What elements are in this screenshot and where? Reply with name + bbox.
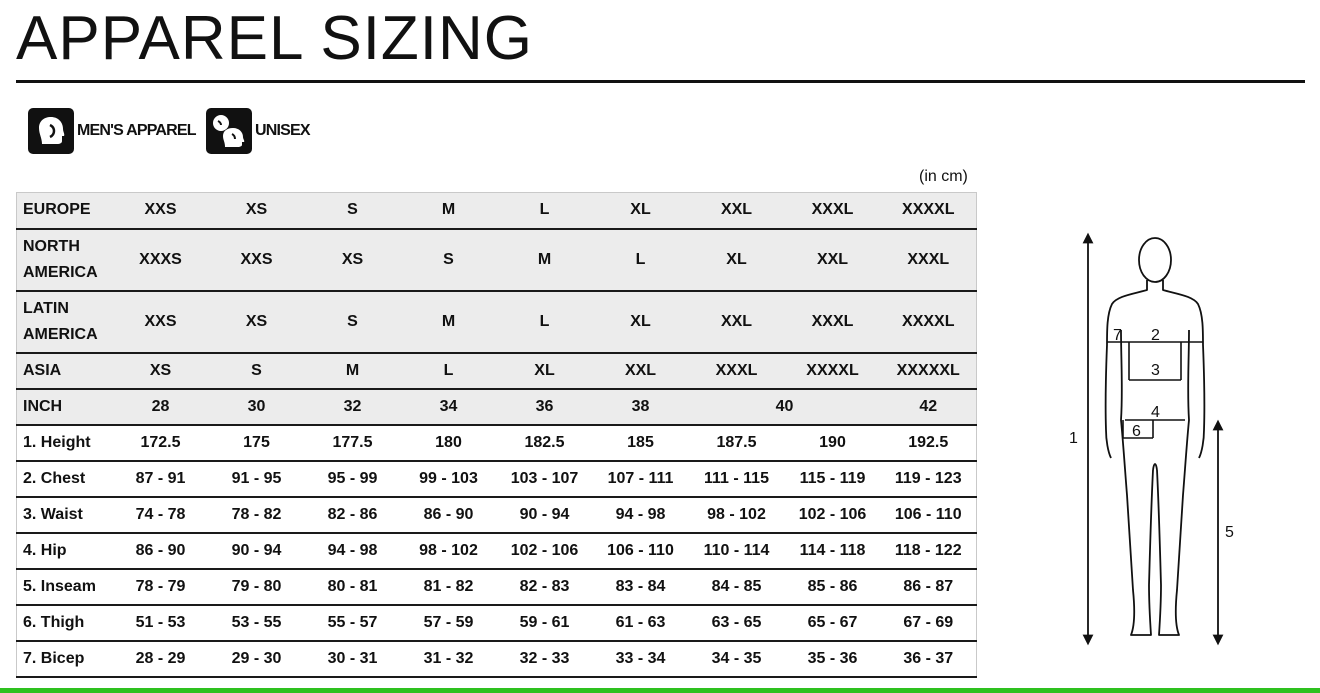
- hip-number: 4: [1151, 404, 1160, 421]
- legend-unisex: [206, 108, 310, 154]
- table-cell: 78 - 79: [113, 569, 209, 605]
- legend-unisex-label: UNISEX: [255, 122, 310, 139]
- table-cell: 31 - 32: [401, 641, 497, 677]
- table-cell: 86 - 87: [881, 569, 977, 605]
- table-row: [17, 533, 977, 569]
- male-head-icon: [28, 108, 74, 154]
- table-cell: M: [401, 193, 497, 229]
- table-cell: 86 - 90: [113, 533, 209, 569]
- table-cell: 90 - 94: [497, 497, 593, 533]
- table-cell: XXXXXL: [881, 353, 977, 389]
- bicep-number: 7: [1113, 327, 1122, 344]
- table-cell: 172.5: [113, 425, 209, 461]
- table-cell: 106 - 110: [593, 533, 689, 569]
- table-cell: 118 - 122: [881, 533, 977, 569]
- table-row: [17, 497, 977, 533]
- table-cell: 192.5: [881, 425, 977, 461]
- table-cell: 32 - 33: [497, 641, 593, 677]
- table-cell: 102 - 106: [785, 497, 881, 533]
- table-cell: 110 - 114: [689, 533, 785, 569]
- row-label: 1. Height: [17, 425, 113, 461]
- table-cell: 55 - 57: [305, 605, 401, 641]
- table-cell: XXL: [689, 291, 785, 353]
- row-label: 2. Chest: [17, 461, 113, 497]
- row-label: 7. Bicep: [17, 641, 113, 677]
- table-cell: 65 - 67: [785, 605, 881, 641]
- bottom-accent-bar: [0, 688, 1320, 693]
- table-cell: 63 - 65: [689, 605, 785, 641]
- table-cell: 35 - 36: [785, 641, 881, 677]
- table-cell: 95 - 99: [305, 461, 401, 497]
- table-cell: 114 - 118: [785, 533, 881, 569]
- table-cell: XXS: [113, 291, 209, 353]
- table-cell: S: [305, 291, 401, 353]
- table-cell: 94 - 98: [305, 533, 401, 569]
- table-cell: 99 - 103: [401, 461, 497, 497]
- table-cell: XXS: [113, 193, 209, 229]
- table-cell: 34 - 35: [689, 641, 785, 677]
- table-cell: L: [497, 291, 593, 353]
- table-cell: 86 - 90: [401, 497, 497, 533]
- table-cell: 59 - 61: [497, 605, 593, 641]
- inseam-number: 5: [1225, 524, 1234, 541]
- table-cell: XXXL: [785, 291, 881, 353]
- table-cell: 30 - 31: [305, 641, 401, 677]
- table-cell: 78 - 82: [209, 497, 305, 533]
- table-cell: XXL: [593, 353, 689, 389]
- table-cell: 82 - 83: [497, 569, 593, 605]
- height-number: 1: [1069, 430, 1078, 447]
- body-measurement-diagram: [1055, 230, 1245, 650]
- table-cell: XS: [209, 193, 305, 229]
- waist-number: 3: [1151, 362, 1160, 379]
- table-cell: 98 - 102: [401, 533, 497, 569]
- table-row: [17, 425, 977, 461]
- table-cell: 36 - 37: [881, 641, 977, 677]
- legend-mens-apparel-label: MEN'S APPAREL: [77, 122, 196, 139]
- unisex-heads-icon: [206, 108, 252, 154]
- row-label: 3. Waist: [17, 497, 113, 533]
- table-row: [17, 193, 977, 229]
- table-cell: 28: [113, 389, 209, 425]
- table-cell: 38: [593, 389, 689, 425]
- table-row: [17, 605, 977, 641]
- table-cell: 29 - 30: [209, 641, 305, 677]
- table-cell: XXXL: [689, 353, 785, 389]
- table-cell: 90 - 94: [209, 533, 305, 569]
- table-cell: XXXXL: [881, 193, 977, 229]
- table-cell: 119 - 123: [881, 461, 977, 497]
- table-cell: 34: [401, 389, 497, 425]
- table-cell: 177.5: [305, 425, 401, 461]
- table-cell: 180: [401, 425, 497, 461]
- table-cell: 106 - 110: [881, 497, 977, 533]
- table-cell: XXXL: [881, 229, 977, 291]
- table-cell: 84 - 85: [689, 569, 785, 605]
- body-outline: [1106, 238, 1205, 635]
- table-cell: L: [401, 353, 497, 389]
- table-cell: M: [305, 353, 401, 389]
- table-cell: 67 - 69: [881, 605, 977, 641]
- row-label: 4. Hip: [17, 533, 113, 569]
- table-cell: 103 - 107: [497, 461, 593, 497]
- table-cell: 74 - 78: [113, 497, 209, 533]
- row-label: ASIA: [17, 353, 113, 389]
- table-cell: XXL: [689, 193, 785, 229]
- table-cell: XXXS: [113, 229, 209, 291]
- table-cell: 80 - 81: [305, 569, 401, 605]
- table-cell: 81 - 82: [401, 569, 497, 605]
- table-cell: 190: [785, 425, 881, 461]
- table-cell: S: [305, 193, 401, 229]
- row-label: 6. Thigh: [17, 605, 113, 641]
- table-cell: 111 - 115: [689, 461, 785, 497]
- table-cell: 33 - 34: [593, 641, 689, 677]
- table-cell: 94 - 98: [593, 497, 689, 533]
- table-row: [17, 641, 977, 677]
- table-cell: 98 - 102: [689, 497, 785, 533]
- table-cell: XS: [305, 229, 401, 291]
- row-label: NORTH AMERICA: [17, 229, 113, 291]
- table-cell: XS: [113, 353, 209, 389]
- table-cell: XXXL: [785, 193, 881, 229]
- table-cell: M: [497, 229, 593, 291]
- table-cell: 187.5: [689, 425, 785, 461]
- table-cell: S: [209, 353, 305, 389]
- table-row: [17, 389, 977, 425]
- size-chart-table: [16, 192, 977, 678]
- table-cell: 91 - 95: [209, 461, 305, 497]
- row-label: 5. Inseam: [17, 569, 113, 605]
- table-cell: 28 - 29: [113, 641, 209, 677]
- thigh-number: 6: [1132, 423, 1141, 440]
- table-cell: 115 - 119: [785, 461, 881, 497]
- row-label: INCH: [17, 389, 113, 425]
- table-row: [17, 229, 977, 291]
- chest-number: 2: [1151, 327, 1160, 344]
- table-cell: 185: [593, 425, 689, 461]
- table-row: [17, 569, 977, 605]
- table-cell: 61 - 63: [593, 605, 689, 641]
- table-row: [17, 291, 977, 353]
- table-cell: XL: [689, 229, 785, 291]
- table-cell: XXXXL: [785, 353, 881, 389]
- table-cell: 85 - 86: [785, 569, 881, 605]
- table-cell: XXXXL: [881, 291, 977, 353]
- table-cell: 107 - 111: [593, 461, 689, 497]
- table-cell: XL: [497, 353, 593, 389]
- table-cell: XXL: [785, 229, 881, 291]
- table-cell: 102 - 106: [497, 533, 593, 569]
- table-cell: 79 - 80: [209, 569, 305, 605]
- table-cell: L: [497, 193, 593, 229]
- table-cell: XS: [209, 291, 305, 353]
- table-cell: 87 - 91: [113, 461, 209, 497]
- table-cell: 32: [305, 389, 401, 425]
- title-divider: [16, 80, 1305, 83]
- page-title: APPAREL SIZING: [16, 4, 534, 73]
- table-cell: XL: [593, 291, 689, 353]
- table-cell: 40: [689, 389, 881, 425]
- row-label: LATIN AMERICA: [17, 291, 113, 353]
- table-cell: 51 - 53: [113, 605, 209, 641]
- table-cell: L: [593, 229, 689, 291]
- table-row: [17, 461, 977, 497]
- table-cell: 82 - 86: [305, 497, 401, 533]
- table-cell: 175: [209, 425, 305, 461]
- table-cell: XXS: [209, 229, 305, 291]
- legend-mens-apparel: [28, 108, 196, 154]
- table-cell: 182.5: [497, 425, 593, 461]
- table-cell: 83 - 84: [593, 569, 689, 605]
- table-cell: M: [401, 291, 497, 353]
- table-cell: XL: [593, 193, 689, 229]
- table-row: [17, 353, 977, 389]
- table-cell: 57 - 59: [401, 605, 497, 641]
- table-cell: S: [401, 229, 497, 291]
- table-cell: 42: [881, 389, 977, 425]
- table-cell: 53 - 55: [209, 605, 305, 641]
- unit-note: (in cm): [919, 168, 968, 185]
- table-cell: 30: [209, 389, 305, 425]
- row-label: EUROPE: [17, 193, 113, 229]
- table-cell: 36: [497, 389, 593, 425]
